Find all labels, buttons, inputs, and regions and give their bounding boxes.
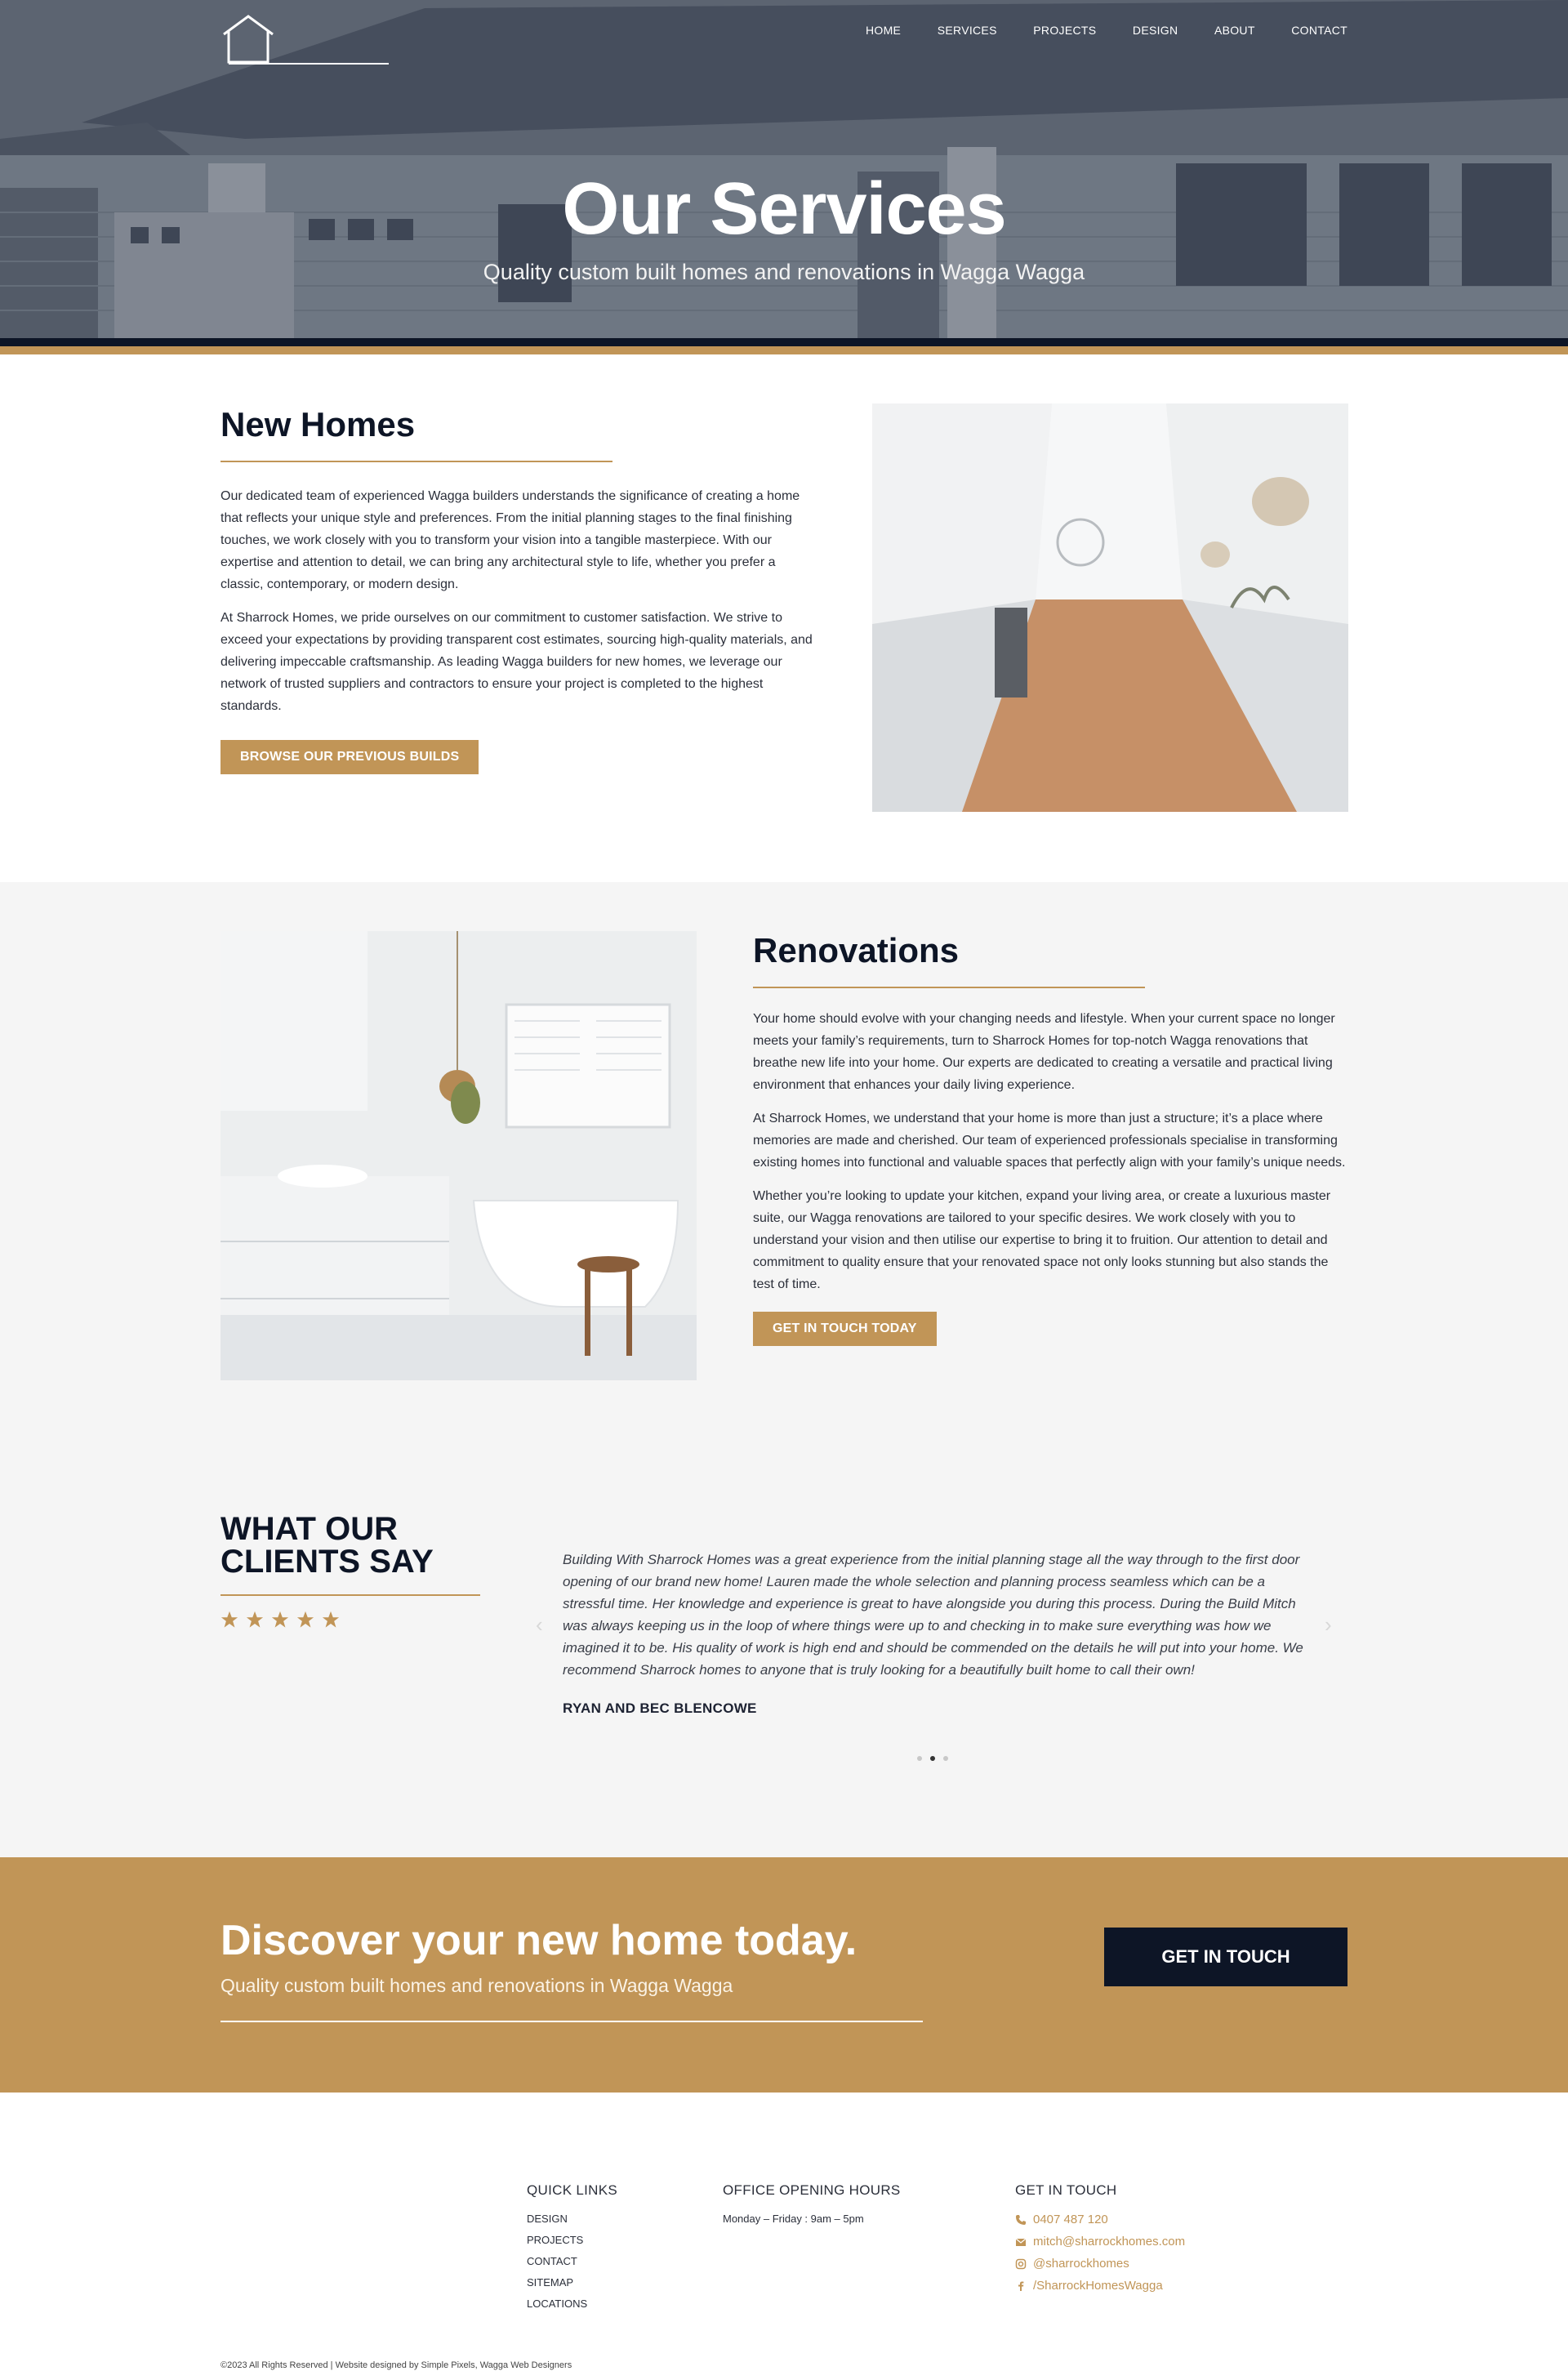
heading-rule [220, 1594, 480, 1596]
instagram-icon [1015, 2258, 1027, 2270]
contact-phone[interactable] [1015, 2208, 1185, 2231]
testimonials-heading [220, 1513, 480, 1578]
hero-subtitle: Quality custom built homes and renovations in Wagga Wagga [483, 260, 1085, 284]
main-nav [866, 24, 1348, 37]
nav-about[interactable]: ABOUT [1214, 24, 1255, 37]
nav-home[interactable]: HOME [866, 24, 902, 37]
instagram-handle: @sharrockhomes [1033, 2257, 1129, 2271]
bathroom-photo [220, 931, 697, 1380]
star-icon [220, 1611, 238, 1629]
page-title: Our Services [562, 168, 1006, 250]
new-homes-paragraph: Our dedicated team of experienced Wagga builders understands the significance of creating a home that reflects your unique style and preferences. From the initial planning stages to the final finishing touches, we work closely with you to transform your vision into a tangible masterpiece. With our expertise and attention to detail, we can bring any architectural style to life, whether you prefer a classic, contemporary, or modern design. [220, 489, 800, 591]
nav-projects[interactable]: PROJECTS [1033, 24, 1097, 37]
star-icon [322, 1611, 340, 1629]
contact-facebook[interactable] [1015, 2275, 1185, 2297]
email-address: mitch@sharrockhomes.com [1033, 2235, 1186, 2249]
carousel-dot[interactable] [930, 1756, 935, 1761]
testimonial-author: RYAN AND BEC BLENCOWE [563, 1700, 757, 1716]
chevron-right-icon[interactable]: › [1325, 1612, 1332, 1637]
testimonials-heading-line: CLIENTS SAY [220, 1544, 434, 1580]
footer-link-design[interactable]: DESIGN [527, 2213, 568, 2225]
envelope-icon [1015, 2236, 1027, 2248]
star-icon [271, 1611, 289, 1629]
footer [0, 2093, 1568, 2380]
testimonials-section [0, 1457, 1568, 1857]
phone-number: 0407 487 120 [1033, 2213, 1108, 2226]
renovations-paragraph: Your home should evolve with your changing needs and lifestyle. When your current space no longer meets your family’s requirements, turn to Sharrock Homes for top-notch Wagga renovations that breathe new life into your home. Our experts are dedicated to creating a versatile and practical living environment that enhances your daily living experience. [753, 1012, 1335, 1092]
nav-services[interactable]: SERVICES [937, 24, 997, 37]
hours-text: Monday – Friday : 9am – 5pm [723, 2213, 864, 2225]
new-homes-text [220, 405, 817, 774]
star-rating [220, 1611, 480, 1629]
footer-link-projects[interactable]: PROJECTS [527, 2234, 584, 2246]
footer-quick-links [527, 2182, 617, 2315]
copyright: ©2023 All Rights Reserved | Website designed by Simple Pixels, Wagga Web Designers [220, 2360, 572, 2370]
footer-link-locations[interactable]: LOCATIONS [527, 2298, 588, 2310]
testimonials-heading-block [220, 1513, 480, 1629]
testimonials-heading-line: WHAT OUR [220, 1511, 398, 1547]
cta-heading: Discover your new home today. [220, 1917, 858, 1964]
renovations-paragraph: At Sharrock Homes, we understand that your home is more than just a structure; it’s a place where memories are made and cherished. Our team of experienced professionals specialise in transforming existing homes into functional and valuable spaces that perfectly align with your family’s unique needs. [753, 1112, 1346, 1170]
chevron-left-icon[interactable]: ‹ [536, 1612, 543, 1637]
phone-icon [1015, 2214, 1027, 2226]
renovations-paragraph: Whether you’re looking to update your kitchen, expand your living area, or create a luxurious master suite, our Wagga renovations are tailored to your specific desires. We work closely with you to understand your vision and then utilise our expertise to bring it to fruition. Our attention to detail and commitment to quality ensure that your renovated space not only looks stunning but also stands the test of time. [753, 1189, 1331, 1291]
browse-builds-button[interactable]: BROWSE OUR PREVIOUS BUILDS [220, 740, 479, 774]
facebook-icon [1015, 2280, 1027, 2292]
house-logo-icon[interactable] [220, 13, 389, 65]
star-icon [296, 1611, 314, 1629]
new-homes-section [0, 354, 1568, 882]
testimonial-quote: Building With Sharrock Homes was a great experience from the initial planning stage all the way through to the first door opening of our brand new home! Lauren made the whole selection and planning process seamless which can be a stressful time. Her knowledge and experience is great to have alongside you during this process. During the Build Mitch was always keeping us in the loop of where things were up to and checking in to make sure everything was how we imagined it to be. His quality of work is high end and should be commended on the details he will put into your home. We recommend Sharrock homes to anyone that is truly looking for a beautifully built home to call their own! [563, 1552, 1303, 1678]
kitchen-photo [872, 403, 1348, 812]
hours-title: OFFICE OPENING HOURS [723, 2182, 901, 2198]
nav-design[interactable]: DESIGN [1132, 24, 1178, 37]
hero-divider-dark [0, 338, 1568, 346]
contact-title: GET IN TOUCH [1015, 2182, 1117, 2198]
facebook-handle: /SharrockHomesWagga [1033, 2279, 1163, 2293]
renovations-text [753, 931, 1349, 1346]
contact-email[interactable] [1015, 2231, 1185, 2253]
carousel-dot[interactable] [917, 1756, 922, 1761]
quick-links-title: QUICK LINKS [527, 2182, 617, 2198]
footer-link-sitemap[interactable]: SITEMAP [527, 2276, 574, 2289]
footer-link-contact[interactable]: CONTACT [527, 2255, 577, 2267]
heading-rule [220, 461, 612, 462]
footer-contact [1015, 2182, 1185, 2297]
star-icon [246, 1611, 264, 1629]
get-in-touch-button[interactable]: GET IN TOUCH [1104, 1928, 1348, 1986]
heading-rule [753, 987, 1145, 988]
new-homes-paragraph: At Sharrock Homes, we pride ourselves on our commitment to customer satisfaction. We strive to exceed your expectations by providing transparent cost estimates, sourcing high-quality materials, and delivering impeccable craftsmanship. As leading Wagga builders for new homes, we leverage our network of trusted suppliers and contractors to ensure your project is completed to the highest standards. [220, 611, 813, 713]
contact-instagram[interactable] [1015, 2253, 1185, 2275]
cta-subtitle: Quality custom built homes and renovations in Wagga Wagga [220, 1975, 733, 1996]
nav-contact[interactable]: CONTACT [1291, 24, 1348, 37]
renovations-section [0, 882, 1568, 1457]
hero [0, 0, 1568, 338]
new-homes-heading: New Homes [220, 405, 416, 443]
hero-divider-gold [0, 346, 1568, 354]
cta-rule [220, 2021, 923, 2022]
renovations-heading: Renovations [753, 931, 960, 969]
carousel-dots [917, 1756, 948, 1761]
get-in-touch-today-button[interactable]: GET IN TOUCH TODAY [753, 1312, 937, 1346]
carousel-dot[interactable] [943, 1756, 948, 1761]
footer-hours [723, 2182, 901, 2230]
cta-section [0, 1857, 1568, 2093]
